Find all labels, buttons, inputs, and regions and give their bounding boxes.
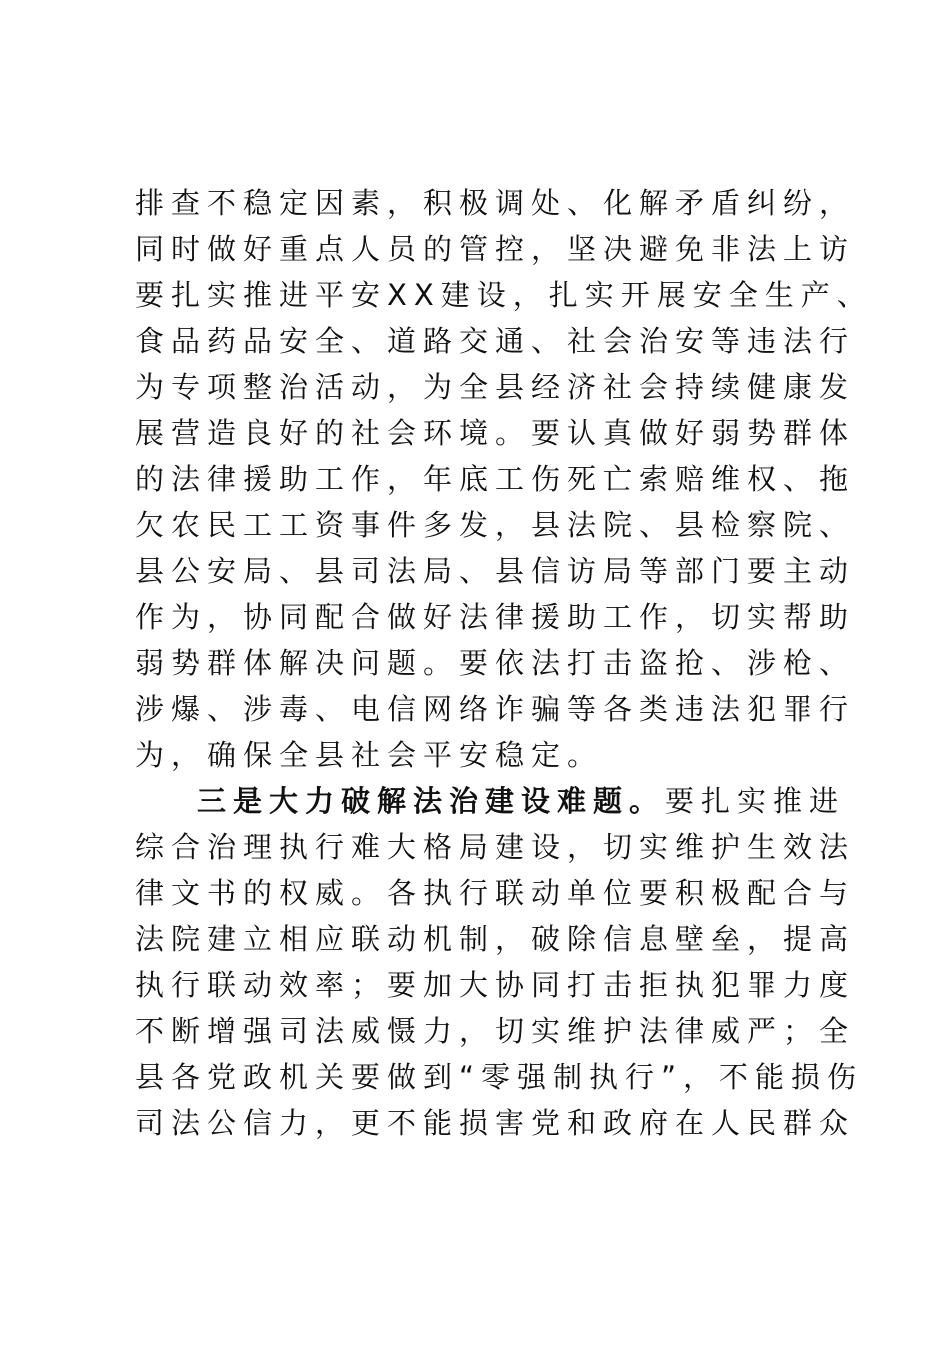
text-line: 为，确保全县社会平安稳定。 [135,738,604,772]
text-line: 欠农民工工资事件多发，县法院、县检察院、 [135,508,856,542]
text-line: 作为，协同配合做好法律援助工作，切实帮助 [135,600,856,634]
paragraph-first-line [135,778,855,824]
text-line: 弱势群体解决问题。要依法打击盗抢、涉枪、 [135,646,856,680]
text-line: 展营造良好的社会环境。要认真做好弱势群体 [135,416,856,450]
text-line: 律文书的权威。各执行联动单位要积极配合与 [135,876,856,910]
text-line: 综合治理执行难大格局建设，切实维护生效法 [135,830,856,864]
text-line: 要扎实推进平安XX建设，扎实开展安全生产、 [135,278,873,312]
paragraph-2 [135,778,864,1146]
section-heading: 三是大力破解法治建设难题。 [197,784,666,818]
text-line: 的法律援助工作，年底工伤死亡索赔维权、拖 [135,462,856,496]
text-line: 为专项整治活动，为全县经济社会持续健康发 [135,370,856,404]
text-line: 司法公信力，更不能损害党和政府在人民群众 [135,1106,856,1140]
paragraph-1 [135,180,873,778]
text-line: 同时做好重点人员的管控，坚决避免非法上访 [135,232,856,266]
document-body [135,180,873,1146]
text-line: 县公安局、县司法局、县信访局等部门要主动 [135,554,856,588]
text-line: 法院建立相应联动机制，破除信息壁垒，提高 [135,922,856,956]
text-line: 县各党政机关要做到“零强制执行”，不能损伤 [135,1060,864,1094]
text-line: 不断增强司法威慑力，切实维护法律威严；全 [135,1014,856,1048]
text-line: 食品药品安全、道路交通、社会治安等违法行 [135,324,856,358]
heading-line-rest: 要扎实推进 [665,784,846,818]
text-line: 执行联动效率；要加大协同打击拒执犯罪力度 [135,968,856,1002]
text-line: 涉爆、涉毒、电信网络诈骗等各类违法犯罪行 [135,692,856,726]
text-line: 排查不稳定因素，积极调处、化解矛盾纠纷， [135,186,856,220]
